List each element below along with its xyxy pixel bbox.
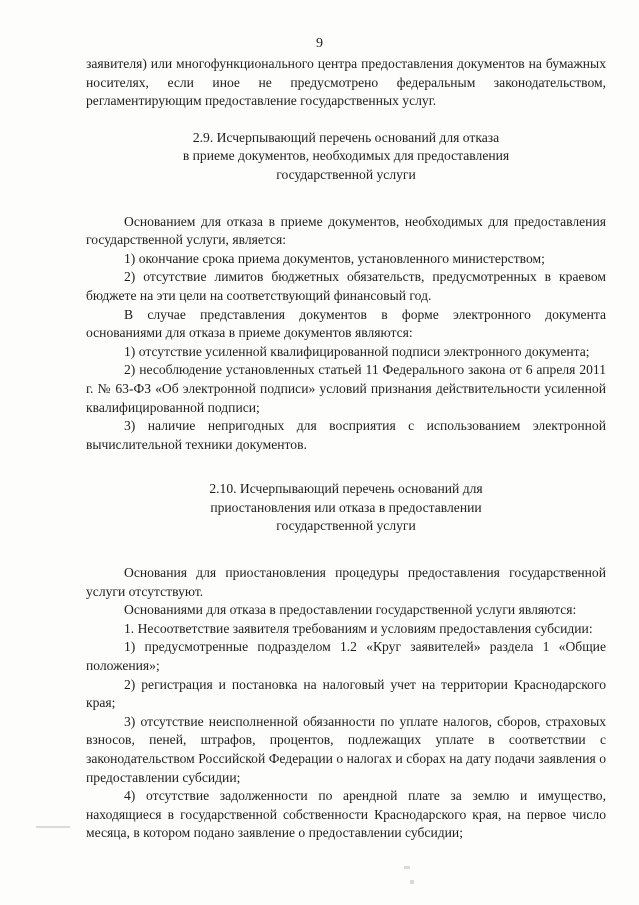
spacer (86, 454, 606, 480)
heading-line: приостановления или отказа в предоставлении (210, 499, 482, 515)
spacer (86, 185, 606, 213)
paragraph: Основания для приостановления процедуры предоставления государственной услуги отсутствуют. (86, 565, 606, 599)
paragraph: 3) отсутствие неисполненной обязанности по уплате налогов, сборов, страховых взносов, пеней, штрафов, процентов, подлежащих уплате в соответствии с законодательством Российской Федерации о налогах и сборах на дату подачи заявления о предоставлении субсидии; (86, 713, 606, 785)
scan-speck (404, 866, 410, 869)
spacer (86, 111, 606, 129)
heading-line: 2.9. Исчерпывающий перечень оснований для отказа (192, 129, 500, 145)
paragraph: 1. Несоответствие заявителя требованиям и условиям предоставления субсидии: (124, 620, 593, 636)
paragraph: Основаниями для отказа в предоставлении государственной услуги являются: (124, 602, 577, 618)
section-2-10-heading (86, 480, 606, 536)
paragraph: 4) отсутствие задолженности по арендной плате за землю и имущество, находящиеся в государственной собственности Краснодарского края, на первое число месяца, в котором подано заявление о предоставлении субсидии; (86, 788, 606, 841)
page-number: 9 (316, 36, 323, 51)
spacer (86, 536, 606, 564)
intro-paragraph: заявителя) или многофункционального центра предоставления документов на бумажных носителях, если иное не предусмотрено федеральным законодательством, регламентирующим предоставление государственных услуг. (86, 56, 606, 109)
paragraph: Основанием для отказа в приеме документов, необходимых для предоставления государственной услуги, является: (86, 213, 606, 248)
paragraph: В случае представления документов в форме электронного документа основаниями для отказа в приеме документов являются: (86, 306, 606, 341)
paragraph: 3) наличие непригодных для восприятия с использованием электронной вычислительной техники документов. (86, 418, 606, 452)
paragraph: 1) окончание срока приема документов, установленного министерством; (124, 250, 545, 266)
heading-line: государственной услуги (276, 166, 416, 182)
heading-line: государственной услуги (276, 518, 416, 534)
section-2-9-body (86, 213, 606, 455)
paragraph: 1) отсутствие усиленной квалифицированной подписи электронного документа; (124, 343, 590, 359)
document-body (86, 55, 606, 843)
paragraph: 1) предусмотренные подразделом 1.2 «Круг заявителей» раздела 1 «Общие положения»; (86, 639, 606, 674)
scan-speck (36, 826, 70, 828)
heading-line: 2.10. Исчерпывающий перечень оснований для (209, 481, 483, 497)
section-2-9-heading (86, 129, 606, 185)
section-2-10-body (86, 564, 606, 843)
paragraph: 2) регистрация и постановка на налоговый учет на территории Краснодарского края; (86, 676, 606, 711)
scan-speck (410, 880, 414, 884)
paragraph: 2) несоблюдение установленных статьей 11 Федерального закона от 6 апреля 2011 г. № 63-ФЗ «Об электронной подписи» условий признания действительности усиленной квалифицированной подписи; (86, 362, 606, 415)
heading-line: в приеме документов, необходимых для предоставления (182, 148, 510, 164)
paragraph: 2) отсутствие лимитов бюджетных обязательств, предусмотренных в краевом бюджете на эти цели на соответствующий финансовый год. (86, 269, 606, 303)
